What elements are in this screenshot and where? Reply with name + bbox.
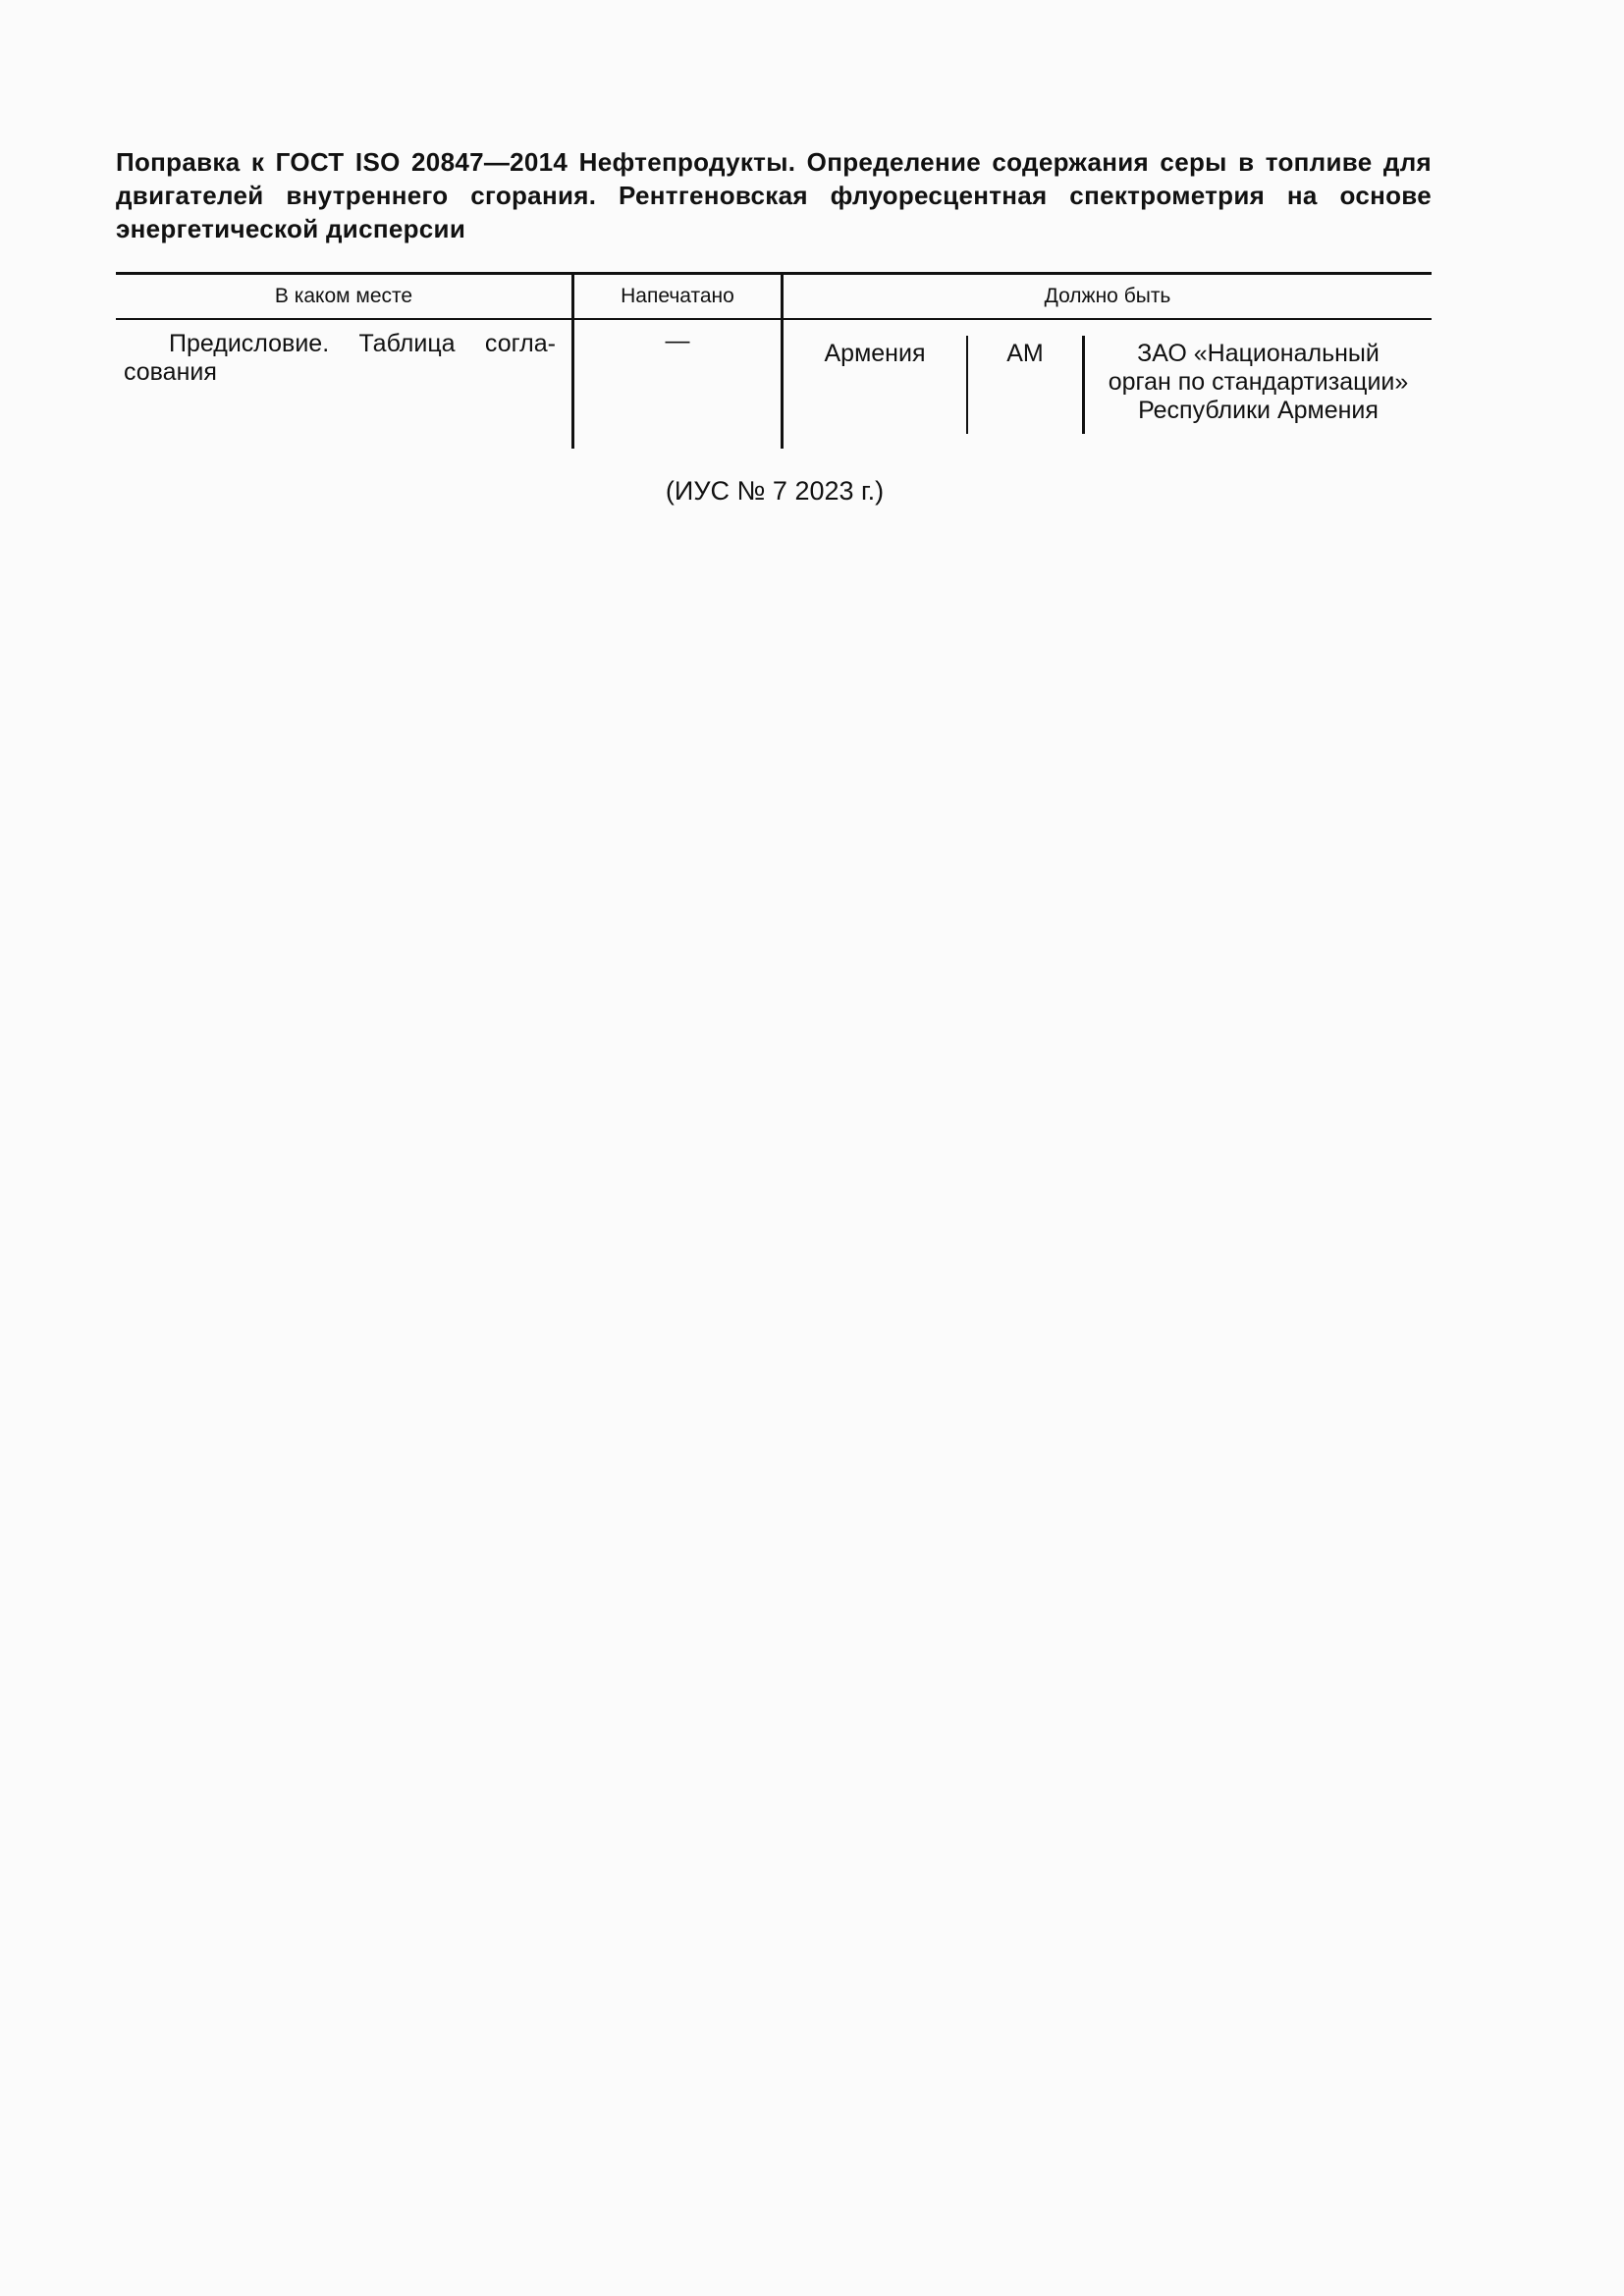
cell-country: Армения [824,340,926,367]
organization-line: ЗАО «Национальный [1137,340,1380,367]
cell-country-code: AM [1006,340,1044,367]
cell-organization [1085,340,1432,425]
header-should-be: Должно быть [1044,285,1171,307]
organization-line: Республики Армения [1138,397,1379,424]
correction-table [116,272,1432,449]
issue-reference: (ИУС № 7 2023 г.) [665,476,885,506]
header-where: В каком месте [274,285,413,307]
cell-printed: — [665,327,690,354]
document-title: Поправка к ГОСТ ISO 20847—2014 Нефтепродукты. Определение содержания серы в топливе для двигателей внутреннего сгорания. Рентгеновская флуоресцентная спектрометрия на основе энергетической дисперсии [116,147,1432,243]
header-printed: Напечатано [621,285,734,307]
table-header-rule [116,318,1432,320]
cell-where: Предисловие. Таблица согла-сования [124,330,556,386]
organization-line: орган по стандартизации» [1108,368,1409,396]
